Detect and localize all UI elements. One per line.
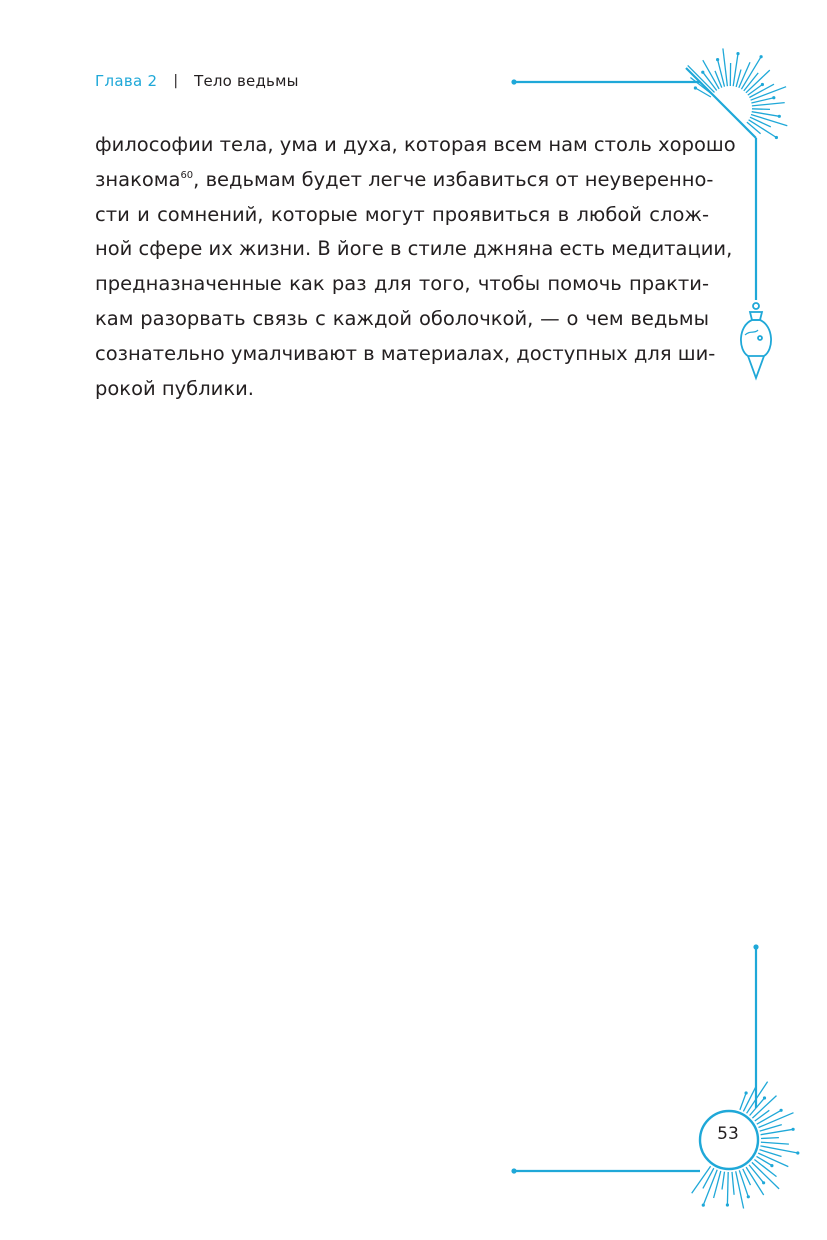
text-line: философии тела, ума и духа, которая всем нам столь хорошо [95, 133, 736, 156]
ray-dot [702, 1204, 705, 1207]
ray-dot [747, 1195, 750, 1198]
page-number: 53 [717, 1124, 739, 1144]
ray-line [761, 1138, 779, 1139]
ray-dot [796, 1151, 799, 1154]
text-line: сознательно умалчивают в материалах, доступных для ши- [95, 341, 716, 365]
text-fragment: знакома [95, 167, 181, 191]
ray-dot [745, 1091, 748, 1094]
ray-dot [780, 1109, 783, 1112]
ray-dot [726, 1203, 729, 1206]
ray-line [703, 1168, 714, 1188]
footnote-reference[interactable]: 60 [180, 169, 194, 181]
ray-line [732, 1172, 734, 1195]
text-line: рокой публики. [95, 376, 254, 400]
chapter-label: Глава 2 [95, 72, 158, 90]
text-line: кам разорвать связь с каждой оболочкой, — о чем ведьмы [95, 306, 709, 330]
ray-line [727, 1172, 728, 1205]
text-line: сти и сомнений, которые могут проявиться в любой слож- [95, 202, 709, 226]
ray-line [736, 1171, 744, 1208]
ray-line [722, 1172, 725, 1190]
ray-line [755, 1110, 770, 1121]
text-fragment: , ведьмам будет легче избавиться от неуверенно- [193, 167, 714, 191]
text-line: предназначенные как раз для того, чтобы помочь практи- [95, 272, 709, 296]
ray-dot [770, 1164, 773, 1167]
running-head-title: Тело ведьмы [194, 72, 299, 90]
ray-line [761, 1129, 794, 1134]
ray-line [761, 1142, 789, 1144]
ray-dot [763, 1096, 766, 1099]
ray-dot [792, 1128, 795, 1131]
header-separator: | [173, 73, 179, 89]
text-line: ной сфере их жизни. В йоге в стиле джняна есть медитации, [95, 237, 733, 261]
ray-dot [762, 1181, 765, 1184]
